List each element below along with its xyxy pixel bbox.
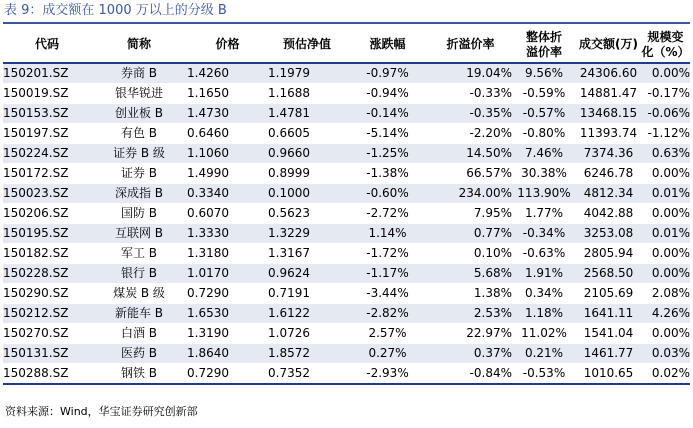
- table-row: [3, 344, 690, 364]
- table-row: [3, 204, 690, 224]
- cell-scale-change: 0.00%: [641, 324, 690, 344]
- cell-name: 证券 B 级: [91, 144, 187, 164]
- cell-name: 有色 B: [91, 124, 187, 144]
- cell-name: 深成指 B: [91, 184, 187, 204]
- cell-code: 150172.SZ: [3, 164, 91, 184]
- cell-code: 150206.SZ: [3, 204, 91, 224]
- table-row: [3, 63, 690, 84]
- cell-code: 150019.SZ: [3, 84, 91, 104]
- cell-nav: 1.6122: [268, 304, 346, 324]
- cell-nav: 1.1979: [268, 63, 346, 84]
- cell-code: 150131.SZ: [3, 344, 91, 364]
- cell-total-premium: -0.34%: [512, 224, 576, 244]
- cell-turnover: 2105.69: [576, 284, 641, 304]
- cell-premium: 2.53%: [429, 304, 512, 324]
- cell-scale-change: 4.26%: [641, 304, 690, 324]
- caption-rule: [3, 22, 690, 24]
- cell-price: 1.8640: [187, 344, 268, 364]
- cell-name: 国防 B: [91, 204, 187, 224]
- cell-premium: 5.68%: [429, 264, 512, 284]
- cell-price: 0.6070: [187, 204, 268, 224]
- cell-turnover: 4812.34: [576, 184, 641, 204]
- cell-nav: 1.4781: [268, 104, 346, 124]
- cell-code: 150270.SZ: [3, 324, 91, 344]
- cell-turnover: 1461.77: [576, 344, 641, 364]
- cell-name: 银华锐进: [91, 84, 187, 104]
- cell-change: -1.17%: [346, 264, 429, 284]
- cell-scale-change: 0.00%: [641, 63, 690, 84]
- cell-turnover: 1641.11: [576, 304, 641, 324]
- cell-code: 150228.SZ: [3, 264, 91, 284]
- cell-total-premium: 11.02%: [512, 324, 576, 344]
- header-turnover: 成交额(万): [576, 27, 641, 63]
- cell-premium: 0.10%: [429, 244, 512, 264]
- cell-total-premium: -0.63%: [512, 244, 576, 264]
- table-caption: 表 9：成交额在 1000 万以上的分级 B: [4, 3, 227, 18]
- cell-nav: 1.1688: [268, 84, 346, 104]
- cell-nav: 0.9624: [268, 264, 346, 284]
- cell-price: 0.7290: [187, 284, 268, 304]
- table-row: [3, 304, 690, 324]
- cell-change: -2.93%: [346, 364, 429, 385]
- cell-turnover: 24306.60: [576, 63, 641, 84]
- cell-code: 150224.SZ: [3, 144, 91, 164]
- cell-change: 2.57%: [346, 324, 429, 344]
- cell-nav: 1.3167: [268, 244, 346, 264]
- cell-total-premium: 30.38%: [512, 164, 576, 184]
- cell-change: -1.38%: [346, 164, 429, 184]
- cell-price: 1.4260: [187, 63, 268, 84]
- header-premium: 折溢价率: [429, 27, 512, 63]
- cell-scale-change: 0.00%: [641, 164, 690, 184]
- header-name: 简称: [91, 27, 187, 63]
- cell-change: -3.44%: [346, 284, 429, 304]
- header-nav: 预估净值: [268, 27, 346, 63]
- cell-total-premium: 7.46%: [512, 144, 576, 164]
- cell-nav: 1.8572: [268, 344, 346, 364]
- table-row: [3, 244, 690, 264]
- cell-turnover: 6246.78: [576, 164, 641, 184]
- cell-nav: 0.7191: [268, 284, 346, 304]
- cell-change: -0.94%: [346, 84, 429, 104]
- cell-name: 白酒 B: [91, 324, 187, 344]
- cell-nav: 0.6605: [268, 124, 346, 144]
- cell-turnover: 2805.94: [576, 244, 641, 264]
- cell-code: 150212.SZ: [3, 304, 91, 324]
- cell-price: 0.6460: [187, 124, 268, 144]
- cell-name: 新能车 B: [91, 304, 187, 324]
- table-row: [3, 284, 690, 304]
- cell-change: -1.25%: [346, 144, 429, 164]
- cell-price: 1.3180: [187, 244, 268, 264]
- cell-scale-change: 0.02%: [641, 364, 690, 385]
- fund-table: [3, 27, 690, 385]
- cell-code: 150023.SZ: [3, 184, 91, 204]
- cell-change: 0.27%: [346, 344, 429, 364]
- cell-name: 军工 B: [91, 244, 187, 264]
- cell-turnover: 7374.36: [576, 144, 641, 164]
- cell-change: -5.14%: [346, 124, 429, 144]
- cell-premium: 7.95%: [429, 204, 512, 224]
- cell-turnover: 3253.08: [576, 224, 641, 244]
- cell-turnover: 1010.65: [576, 364, 641, 385]
- cell-turnover: 1541.04: [576, 324, 641, 344]
- cell-code: 150288.SZ: [3, 364, 91, 385]
- cell-scale-change: -0.17%: [641, 84, 690, 104]
- cell-total-premium: -0.57%: [512, 104, 576, 124]
- header-change: 涨跌幅: [346, 27, 429, 63]
- cell-total-premium: 1.18%: [512, 304, 576, 324]
- cell-price: 1.1060: [187, 144, 268, 164]
- cell-price: 1.1650: [187, 84, 268, 104]
- cell-price: 1.3190: [187, 324, 268, 344]
- cell-name: 证券 B: [91, 164, 187, 184]
- cell-code: 150197.SZ: [3, 124, 91, 144]
- cell-premium: -0.35%: [429, 104, 512, 124]
- cell-turnover: 13468.15: [576, 104, 641, 124]
- header-total-premium: 整体折 溢价率: [512, 27, 576, 63]
- table-row: [3, 164, 690, 184]
- header-code: 代码: [3, 27, 91, 63]
- cell-premium: 22.97%: [429, 324, 512, 344]
- cell-name: 银行 B: [91, 264, 187, 284]
- header-scale-change: 规模变 化（%）: [641, 27, 690, 63]
- header-price: 价格: [187, 27, 268, 63]
- table-body: [3, 63, 690, 384]
- cell-total-premium: -0.53%: [512, 364, 576, 385]
- cell-change: 1.14%: [346, 224, 429, 244]
- table-row: [3, 104, 690, 124]
- cell-total-premium: -0.59%: [512, 84, 576, 104]
- cell-total-premium: -0.80%: [512, 124, 576, 144]
- cell-scale-change: 0.01%: [641, 224, 690, 244]
- table-row: [3, 144, 690, 164]
- cell-premium: 234.00%: [429, 184, 512, 204]
- cell-scale-change: 2.08%: [641, 284, 690, 304]
- cell-nav: 0.1000: [268, 184, 346, 204]
- cell-scale-change: 0.00%: [641, 264, 690, 284]
- cell-nav: 0.9660: [268, 144, 346, 164]
- source-note: 资料来源：Wind，华宝证券研究创新部: [5, 405, 198, 418]
- cell-name: 互联网 B: [91, 224, 187, 244]
- cell-name: 钢铁 B: [91, 364, 187, 385]
- cell-scale-change: -1.12%: [641, 124, 690, 144]
- cell-name: 医药 B: [91, 344, 187, 364]
- cell-code: 150201.SZ: [3, 63, 91, 84]
- cell-total-premium: 113.90%: [512, 184, 576, 204]
- cell-code: 150195.SZ: [3, 224, 91, 244]
- table-row: [3, 184, 690, 204]
- cell-premium: 0.77%: [429, 224, 512, 244]
- cell-total-premium: 0.21%: [512, 344, 576, 364]
- header-row: [3, 27, 690, 63]
- cell-turnover: 14881.47: [576, 84, 641, 104]
- table-row: [3, 84, 690, 104]
- cell-premium: 1.38%: [429, 284, 512, 304]
- cell-nav: 0.8999: [268, 164, 346, 184]
- table-row: [3, 264, 690, 284]
- cell-total-premium: 1.91%: [512, 264, 576, 284]
- cell-price: 0.3340: [187, 184, 268, 204]
- cell-scale-change: -0.06%: [641, 104, 690, 124]
- cell-premium: -2.20%: [429, 124, 512, 144]
- cell-price: 0.7290: [187, 364, 268, 385]
- cell-turnover: 4042.88: [576, 204, 641, 224]
- cell-price: 1.3330: [187, 224, 268, 244]
- cell-total-premium: 0.34%: [512, 284, 576, 304]
- table-row: [3, 124, 690, 144]
- cell-premium: -0.84%: [429, 364, 512, 385]
- cell-scale-change: 0.00%: [641, 204, 690, 224]
- cell-code: 150153.SZ: [3, 104, 91, 124]
- cell-price: 1.0170: [187, 264, 268, 284]
- cell-name: 券商 B: [91, 63, 187, 84]
- cell-price: 1.4990: [187, 164, 268, 184]
- cell-change: -0.97%: [346, 63, 429, 84]
- cell-scale-change: 0.03%: [641, 344, 690, 364]
- cell-price: 1.4730: [187, 104, 268, 124]
- cell-scale-change: 0.01%: [641, 184, 690, 204]
- cell-change: -0.14%: [346, 104, 429, 124]
- cell-change: -0.60%: [346, 184, 429, 204]
- cell-name: 创业板 B: [91, 104, 187, 124]
- cell-premium: 0.37%: [429, 344, 512, 364]
- cell-price: 1.6530: [187, 304, 268, 324]
- cell-premium: 14.50%: [429, 144, 512, 164]
- cell-name: 煤炭 B 级: [91, 284, 187, 304]
- table-row: [3, 364, 690, 385]
- cell-scale-change: 0.00%: [641, 244, 690, 264]
- cell-change: -1.72%: [346, 244, 429, 264]
- cell-change: -2.82%: [346, 304, 429, 324]
- cell-premium: 66.57%: [429, 164, 512, 184]
- cell-premium: 19.04%: [429, 63, 512, 84]
- cell-nav: 1.3229: [268, 224, 346, 244]
- cell-total-premium: 1.77%: [512, 204, 576, 224]
- cell-code: 150182.SZ: [3, 244, 91, 264]
- cell-nav: 1.0726: [268, 324, 346, 344]
- table-row: [3, 224, 690, 244]
- cell-scale-change: 0.63%: [641, 144, 690, 164]
- cell-turnover: 11393.74: [576, 124, 641, 144]
- cell-nav: 0.7352: [268, 364, 346, 385]
- cell-total-premium: 9.56%: [512, 63, 576, 84]
- cell-change: -2.72%: [346, 204, 429, 224]
- cell-nav: 0.5623: [268, 204, 346, 224]
- cell-premium: -0.33%: [429, 84, 512, 104]
- cell-turnover: 2568.50: [576, 264, 641, 284]
- table-row: [3, 324, 690, 344]
- cell-code: 150290.SZ: [3, 284, 91, 304]
